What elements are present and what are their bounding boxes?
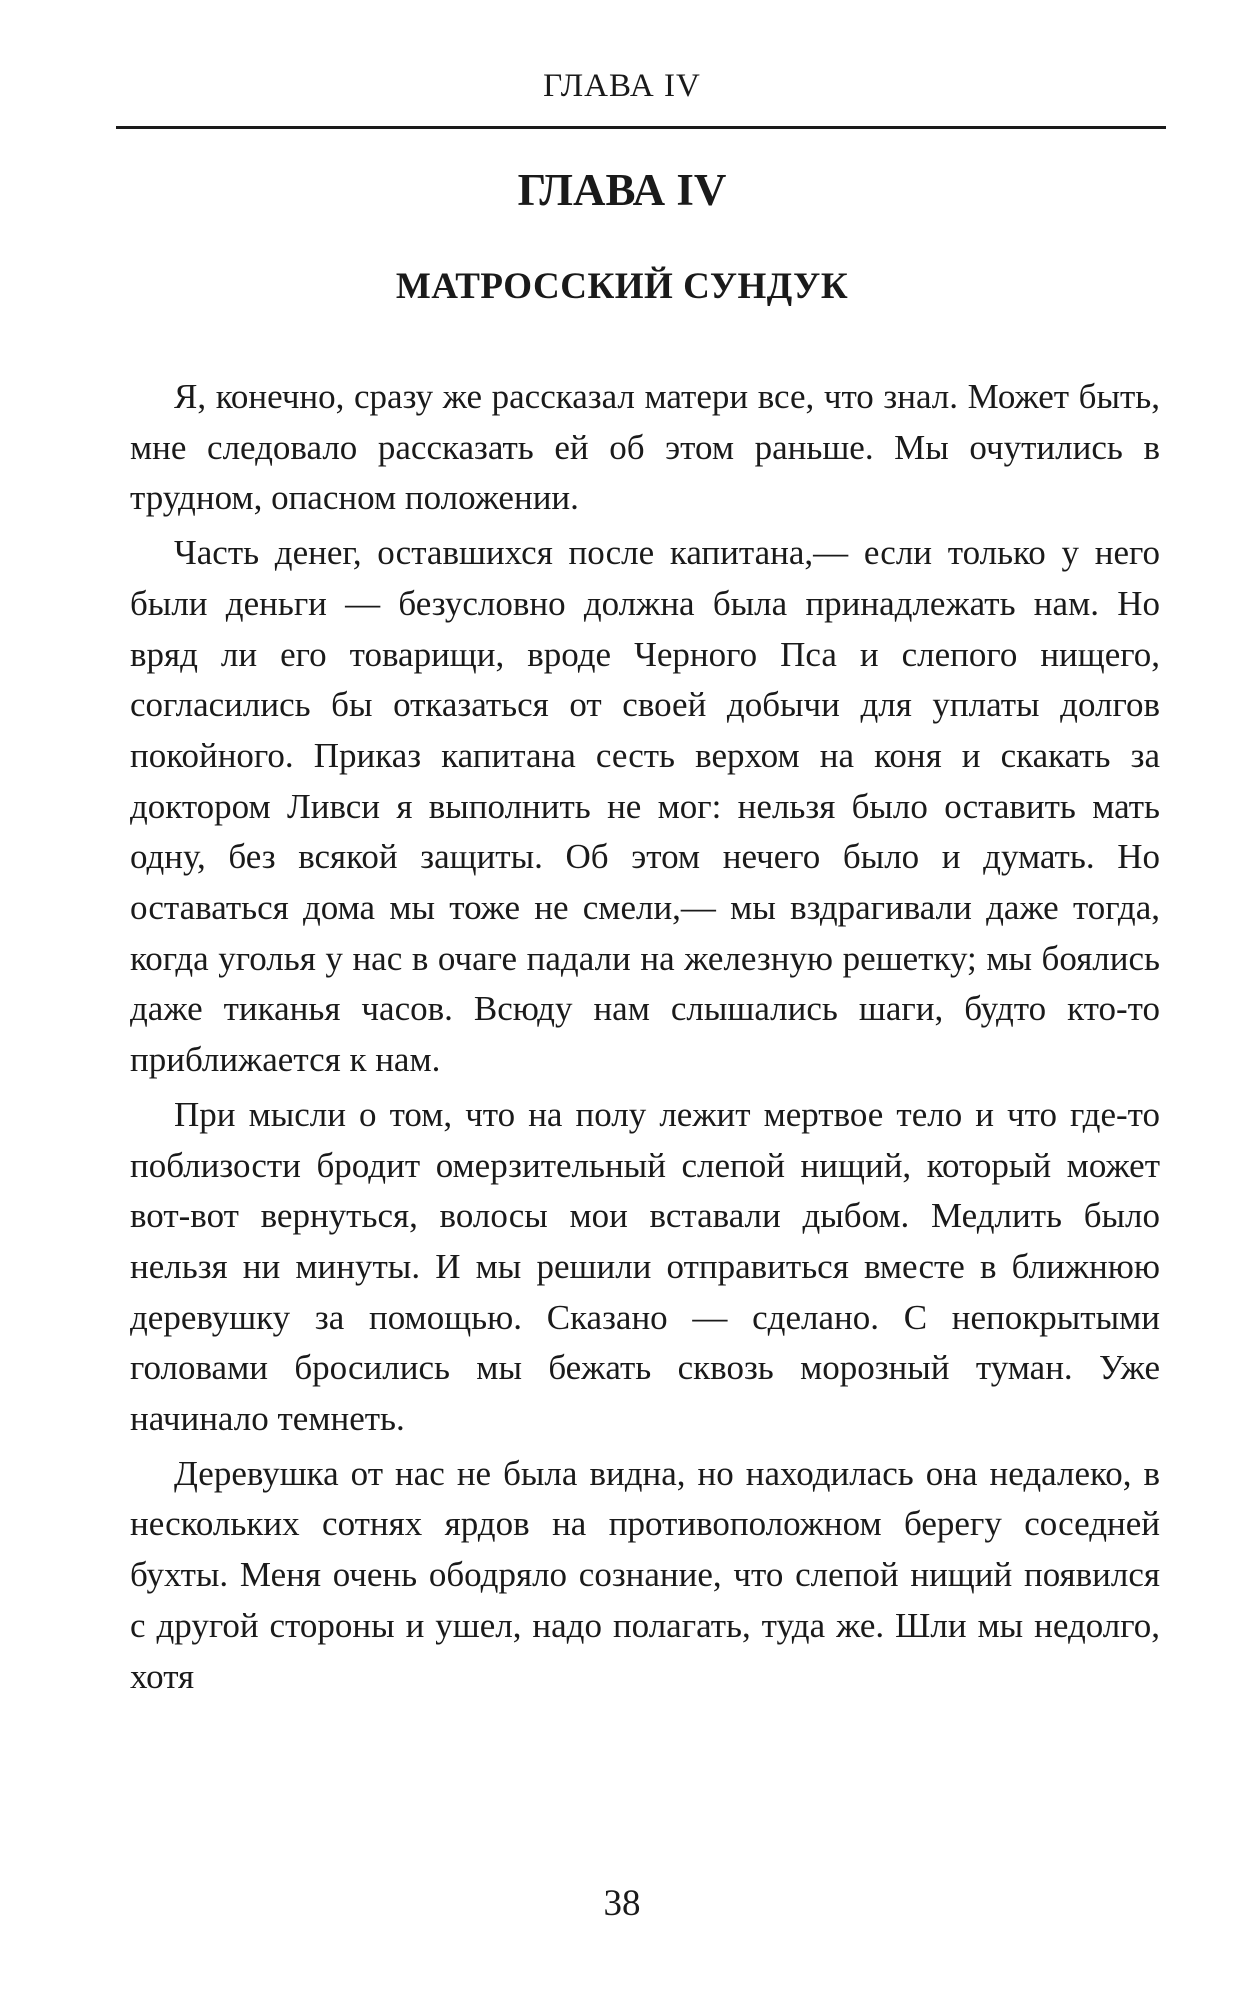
running-head: ГЛАВА IV: [543, 68, 701, 104]
chapter-subtitle: МАТРОССКИЙ СУНДУК: [395, 266, 849, 307]
chapter-title: ГЛАВА IV: [517, 165, 727, 215]
paragraph: При мысли о том, что на полу лежит мертвое тело и что где-то поблизости бродит омерзительный слепой нищий, который может вот-вот вернуться, волосы мои вставали дыбом. Медлить было нельзя ни минуты. И мы решили отправиться вместе в ближнюю деревушку за помощью. Сказано — сделано. С непокрытыми головами бросились мы бежать сквозь морозный туман. Уже начинало темнеть.: [130, 1094, 1160, 1439]
body-text: [130, 372, 1160, 1706]
paragraph: Я, конечно, сразу же рассказал матери все, что знал. Может быть, мне следовало рассказать ей об этом раньше. Мы очутились в трудном, опасном положении.: [130, 377, 1160, 518]
page-number: 38: [603, 1883, 641, 1924]
paragraph: Деревушка от нас не была видна, но находилась она недалеко, в нескольких сотнях ярдов на противоположном берегу соседней бухты. Меня очень ободряло сознание, что слепой нищий появился с другой стороны и ушел, надо полагать, туда же. Шли мы недолго, хотя: [130, 1453, 1160, 1696]
paragraph: Часть денег, оставшихся после капитана,— если только у него были деньги — безусловно должна была принадлежать нам. Но вряд ли его товарищи, вроде Черного Пса и слепого нищего, согласились бы отказаться от своей добычи для уплаты долгов покойного. Приказ капитана сесть верхом на коня и скакать за доктором Ливси я выполнить не мог: нельзя было оставить мать одну, без всякой защиты. Об этом нечего было и думать. Но оставаться дома мы тоже не смели,— мы вздрагивали даже тогда, когда уголья у нас в очаге падали на железную решетку; мы боялись даже тиканья часов. Всюду нам слышались шаги, будто кто-то приближается к нам.: [130, 533, 1160, 1080]
header-rule: [116, 126, 1166, 129]
